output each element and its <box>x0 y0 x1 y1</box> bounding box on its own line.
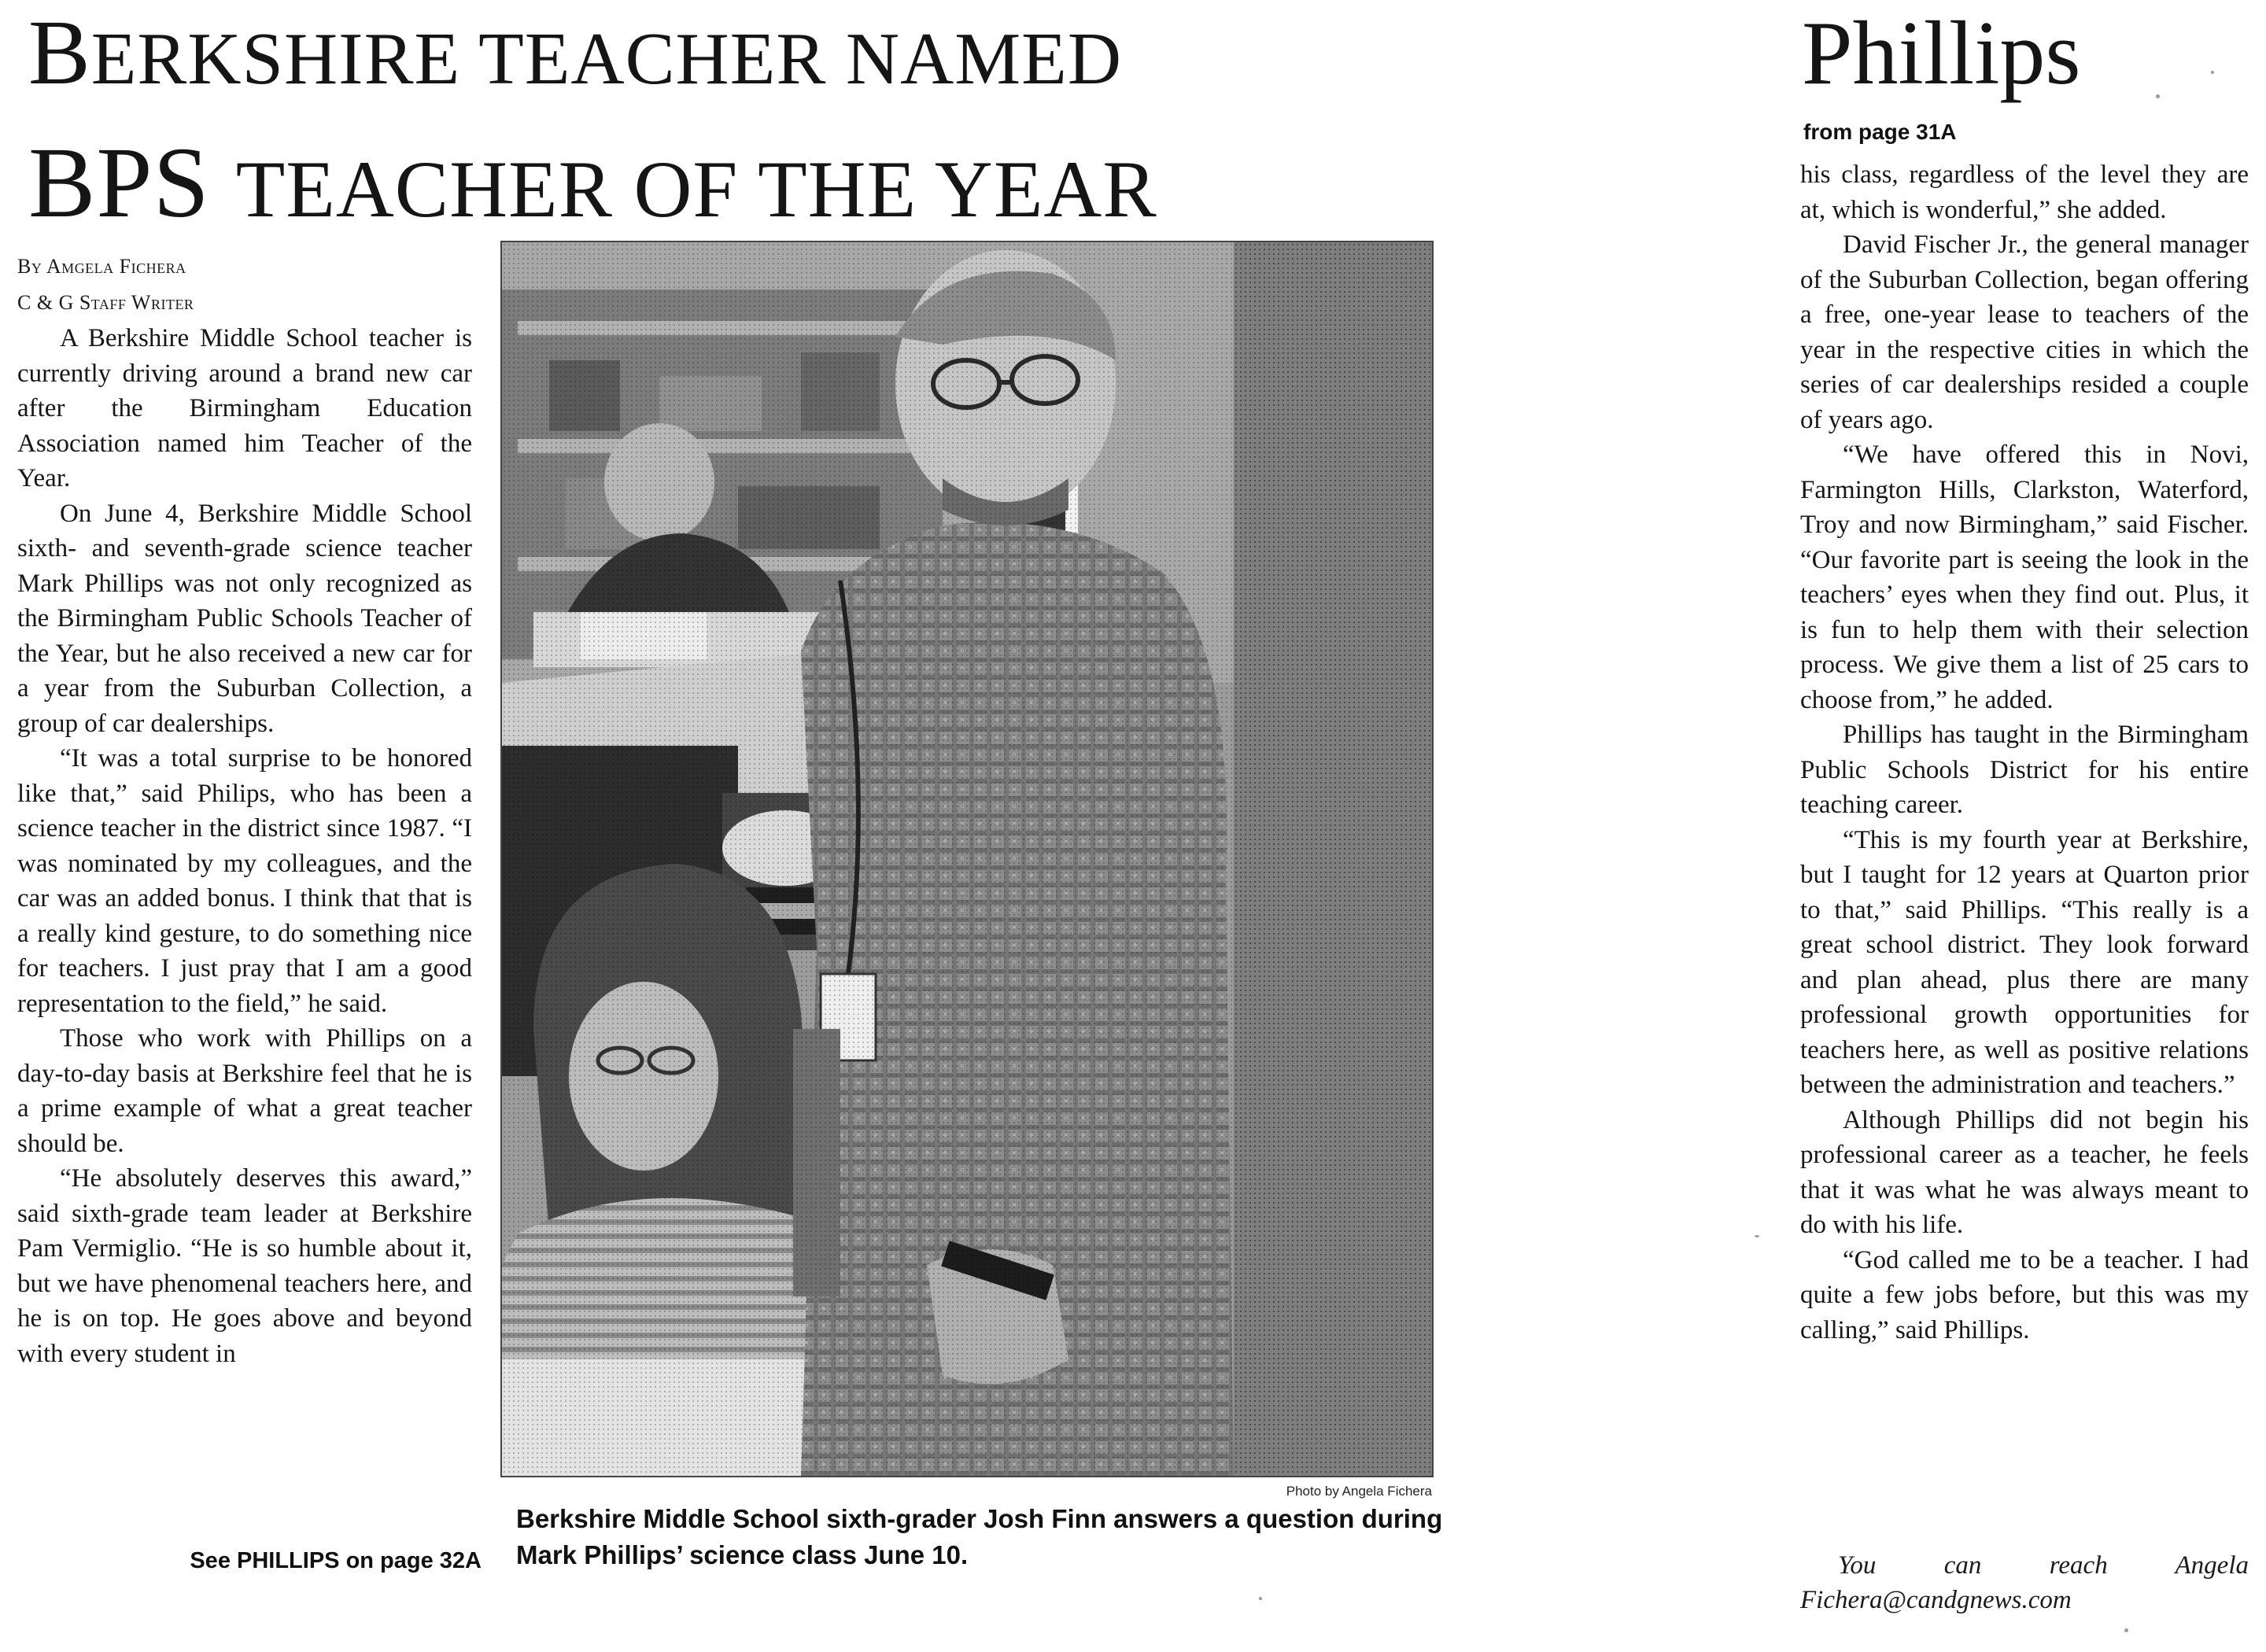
jump-paragraph: his class, regardless of the level they are at, which is wonderful,” she added. <box>1800 160 2249 224</box>
headline-line-1 <box>28 1 1123 104</box>
headline-line-1-text: ERKSHIRE TEACHER NAMED <box>90 18 1123 100</box>
contact-email: Fichera@candgnews.com <box>1800 1586 2072 1614</box>
headline-line-2 <box>28 127 1157 238</box>
byline-role: C & G Staff Writer <box>17 291 194 314</box>
article-paragraph: “It was a total surprise to be honored like that,” said Philips, who has been a science teacher in the district since 1987. “I was nominated by my colleagues, and the car was an added bonus. I think that that is a really kind gesture, to do something nice for teachers. I just pray that I am a good representation to the field,” he said. <box>17 744 472 1018</box>
article-paragraph: “He absolutely deserves this award,” said sixth-grade team leader at Berkshire Pam Vermiglio. “He is so humble about it, but we have phenomenal teachers here, and he is on top. He goes above and beyond with every student in <box>17 1164 472 1368</box>
article-column <box>17 321 472 1371</box>
scan-speck <box>2156 94 2160 98</box>
jump-paragraph: “God called me to be a teacher. I had quite a few jobs before, but this was my calling,” said Phillips. <box>1800 1245 2249 1344</box>
jump-from-page: from page 31A <box>1803 120 1957 144</box>
headline-line-2-text: TEACHER OF THE YEAR <box>235 146 1157 234</box>
jump-paragraph: “We have offered this in Novi, Farmington Hills, Clarkston, Waterford, Troy and now Birmingham,” said Fischer. “Our favorite part is seeing the look in the teachers’ eyes when they find out. Plus, it is fun to help them with their selection process. We give them a list of 25 cars to choose from,” he added. <box>1800 441 2249 714</box>
photo-caption: Berkshire Middle School sixth-grader Josh Finn answers a question during Mark Phillips’ science class June 10. <box>516 1504 1443 1569</box>
headline-bps: BPS <box>28 127 210 238</box>
headline-initial: B <box>28 1 91 104</box>
jump-paragraph: “This is my fourth year at Berkshire, but I taught for 12 years at Quarton prior to that,” said Phillips. “This really is a great school district. They look forward and plan ahead, plus there are many professional growth opportunities for teachers here, as well as positive relations between the administration and teachers.” <box>1800 825 2249 1099</box>
jump-paragraph: Although Phillips did not begin his professional career as a teacher, he feels that it was what he was always meant to do with his life. <box>1800 1105 2249 1239</box>
article-paragraph: Those who work with Phillips on a day-to-day basis at Berkshire feel that he is a prime example of what a great teacher should be. <box>17 1024 472 1158</box>
jump-title: Phillips <box>1802 3 2081 104</box>
byline-author: By Amgela Fichera <box>17 255 186 278</box>
scan-speck <box>1259 1597 1262 1600</box>
article-paragraph: A Berkshire Middle School teacher is currently driving around a brand new car after the Birmingham Education Association named him Teacher of the Year. <box>17 324 472 492</box>
jump-column <box>1800 157 2249 1348</box>
jump-paragraph: David Fischer Jr., the general manager of the Suburban Collection, began offering a free, one-year lease to teachers of the year in the respective cities in which the series of car dealerships resided a couple of years ago. <box>1800 230 2249 434</box>
jump-paragraph: Phillips has taught in the Birmingham Public Schools District for his entire teaching career. <box>1800 721 2249 819</box>
scan-speck <box>2124 1628 2128 1632</box>
article-paragraph: On June 4, Berkshire Middle School sixth- and seventh-grade science teacher Mark Phillips was not only recognized as the Birmingham Public Schools Teacher of the Year, but he also received a new car for a year from the Suburban Collection, a group of car dealerships. <box>17 499 472 738</box>
scan-speck <box>1755 1235 1759 1237</box>
continued-reference: See PHILLIPS on page 32A <box>190 1548 482 1573</box>
classroom-photo <box>500 241 1434 1477</box>
photo-credit: Photo by Angela Fichera <box>1286 1484 1432 1499</box>
scan-speck <box>2211 71 2214 74</box>
contact-line: You can reach Angela <box>1838 1551 2249 1580</box>
